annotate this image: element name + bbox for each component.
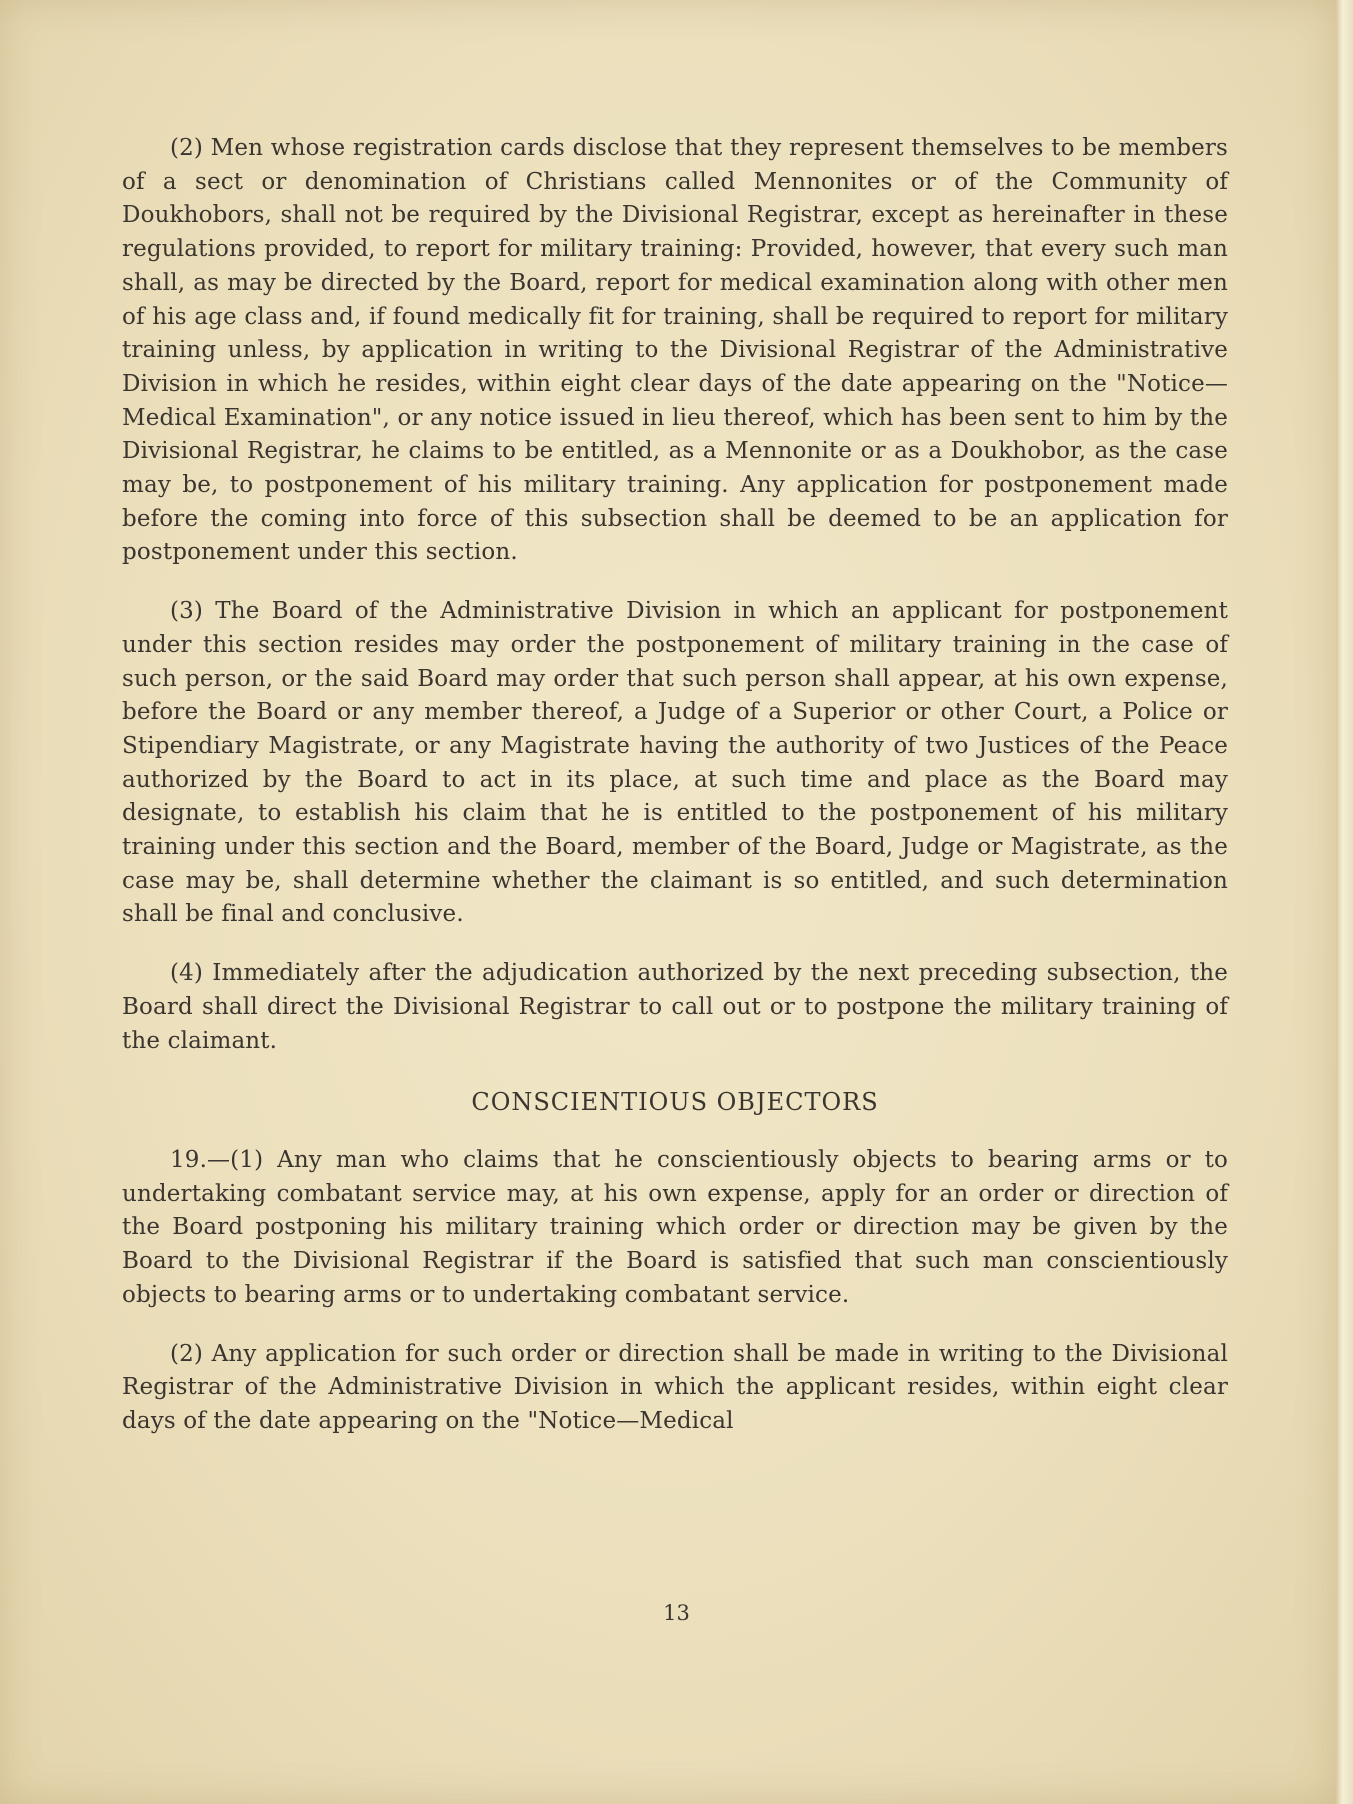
page-number: 13	[663, 1601, 690, 1625]
page-edge	[1336, 0, 1353, 1804]
paragraph-2-mennonites: (2) Men whose registration cards disclose that they represent themselves to be members of a sect or denomination of Christians called Mennonites or of the Community of Doukhobors, shall not be required by the Divisional Registrar, except as hereinafter in these regulations provided, to report for military training: Provided, however, that every such man shall, as may be directed by the Board, report for medical examination along with other men of his age class and, if found medically fit for training, shall be required to report for military training unless, by application in writing to the Divisional Registrar of the Administrative Division in which he resides, within eight clear days of the date appearing on the "Notice—Medical Examination", or any notice issued in lieu thereof, which has been sent to him by the Divisional Registrar, he claims to be entitled, as a Mennonite or as a Doukhobor, as the case may be, to postponement of his military training. Any application for postponement made before the coming into force of this subsection shall be deemed to be an application for postponement under this section.	[122, 135, 1228, 566]
paragraph-19-2-application: (2) Any application for such order or direction shall be made in writing to the Divisional Registrar of the Administrative Division in which the applicant resides, within eight clear days of the date appearing on the "Notice—Medical	[122, 1340, 1228, 1434]
paragraph-3-board-postponement: (3) The Board of the Administrative Division in which an applicant for postponement under this section resides may order the postponement of military training in the case of such person, or the said Board may order that such person shall appear, at his own expense, before the Board or any member thereof, a Judge of a Superior or other Court, a Police or Stipendiary Magistrate, or any Magistrate having the authority of two Justices of the Peace authorized by the Board to act in its place, at such time and place as the Board may designate, to establish his claim that he is entitled to the postponement of his military training under this section and the Board, member of the Board, Judge or Magistrate, as the case may be, shall determine whether the claimant is so entitled, and such determination shall be final and conclusive.	[122, 598, 1228, 928]
section-heading: CONSCIENTIOUS OBJECTORS	[471, 1088, 879, 1117]
page-body	[122, 132, 1228, 1464]
paragraph-4-adjudication: (4) Immediately after the adjudication authorized by the next preceding subsection, the Board shall direct the Divisional Registrar to call out or to postpone the military training of the claimant.	[122, 960, 1228, 1054]
paragraph-19-1-objectors: 19.—(1) Any man who claims that he conscientiously objects to bearing arms or to undertaking combatant service may, at his own expense, apply for an order or direction of the Board postponing his military training which order or direction may be given by the Board to the Divisional Registrar if the Board is satisfied that such man conscientiously objects to bearing arms or to undertaking combatant service.	[122, 1146, 1228, 1308]
